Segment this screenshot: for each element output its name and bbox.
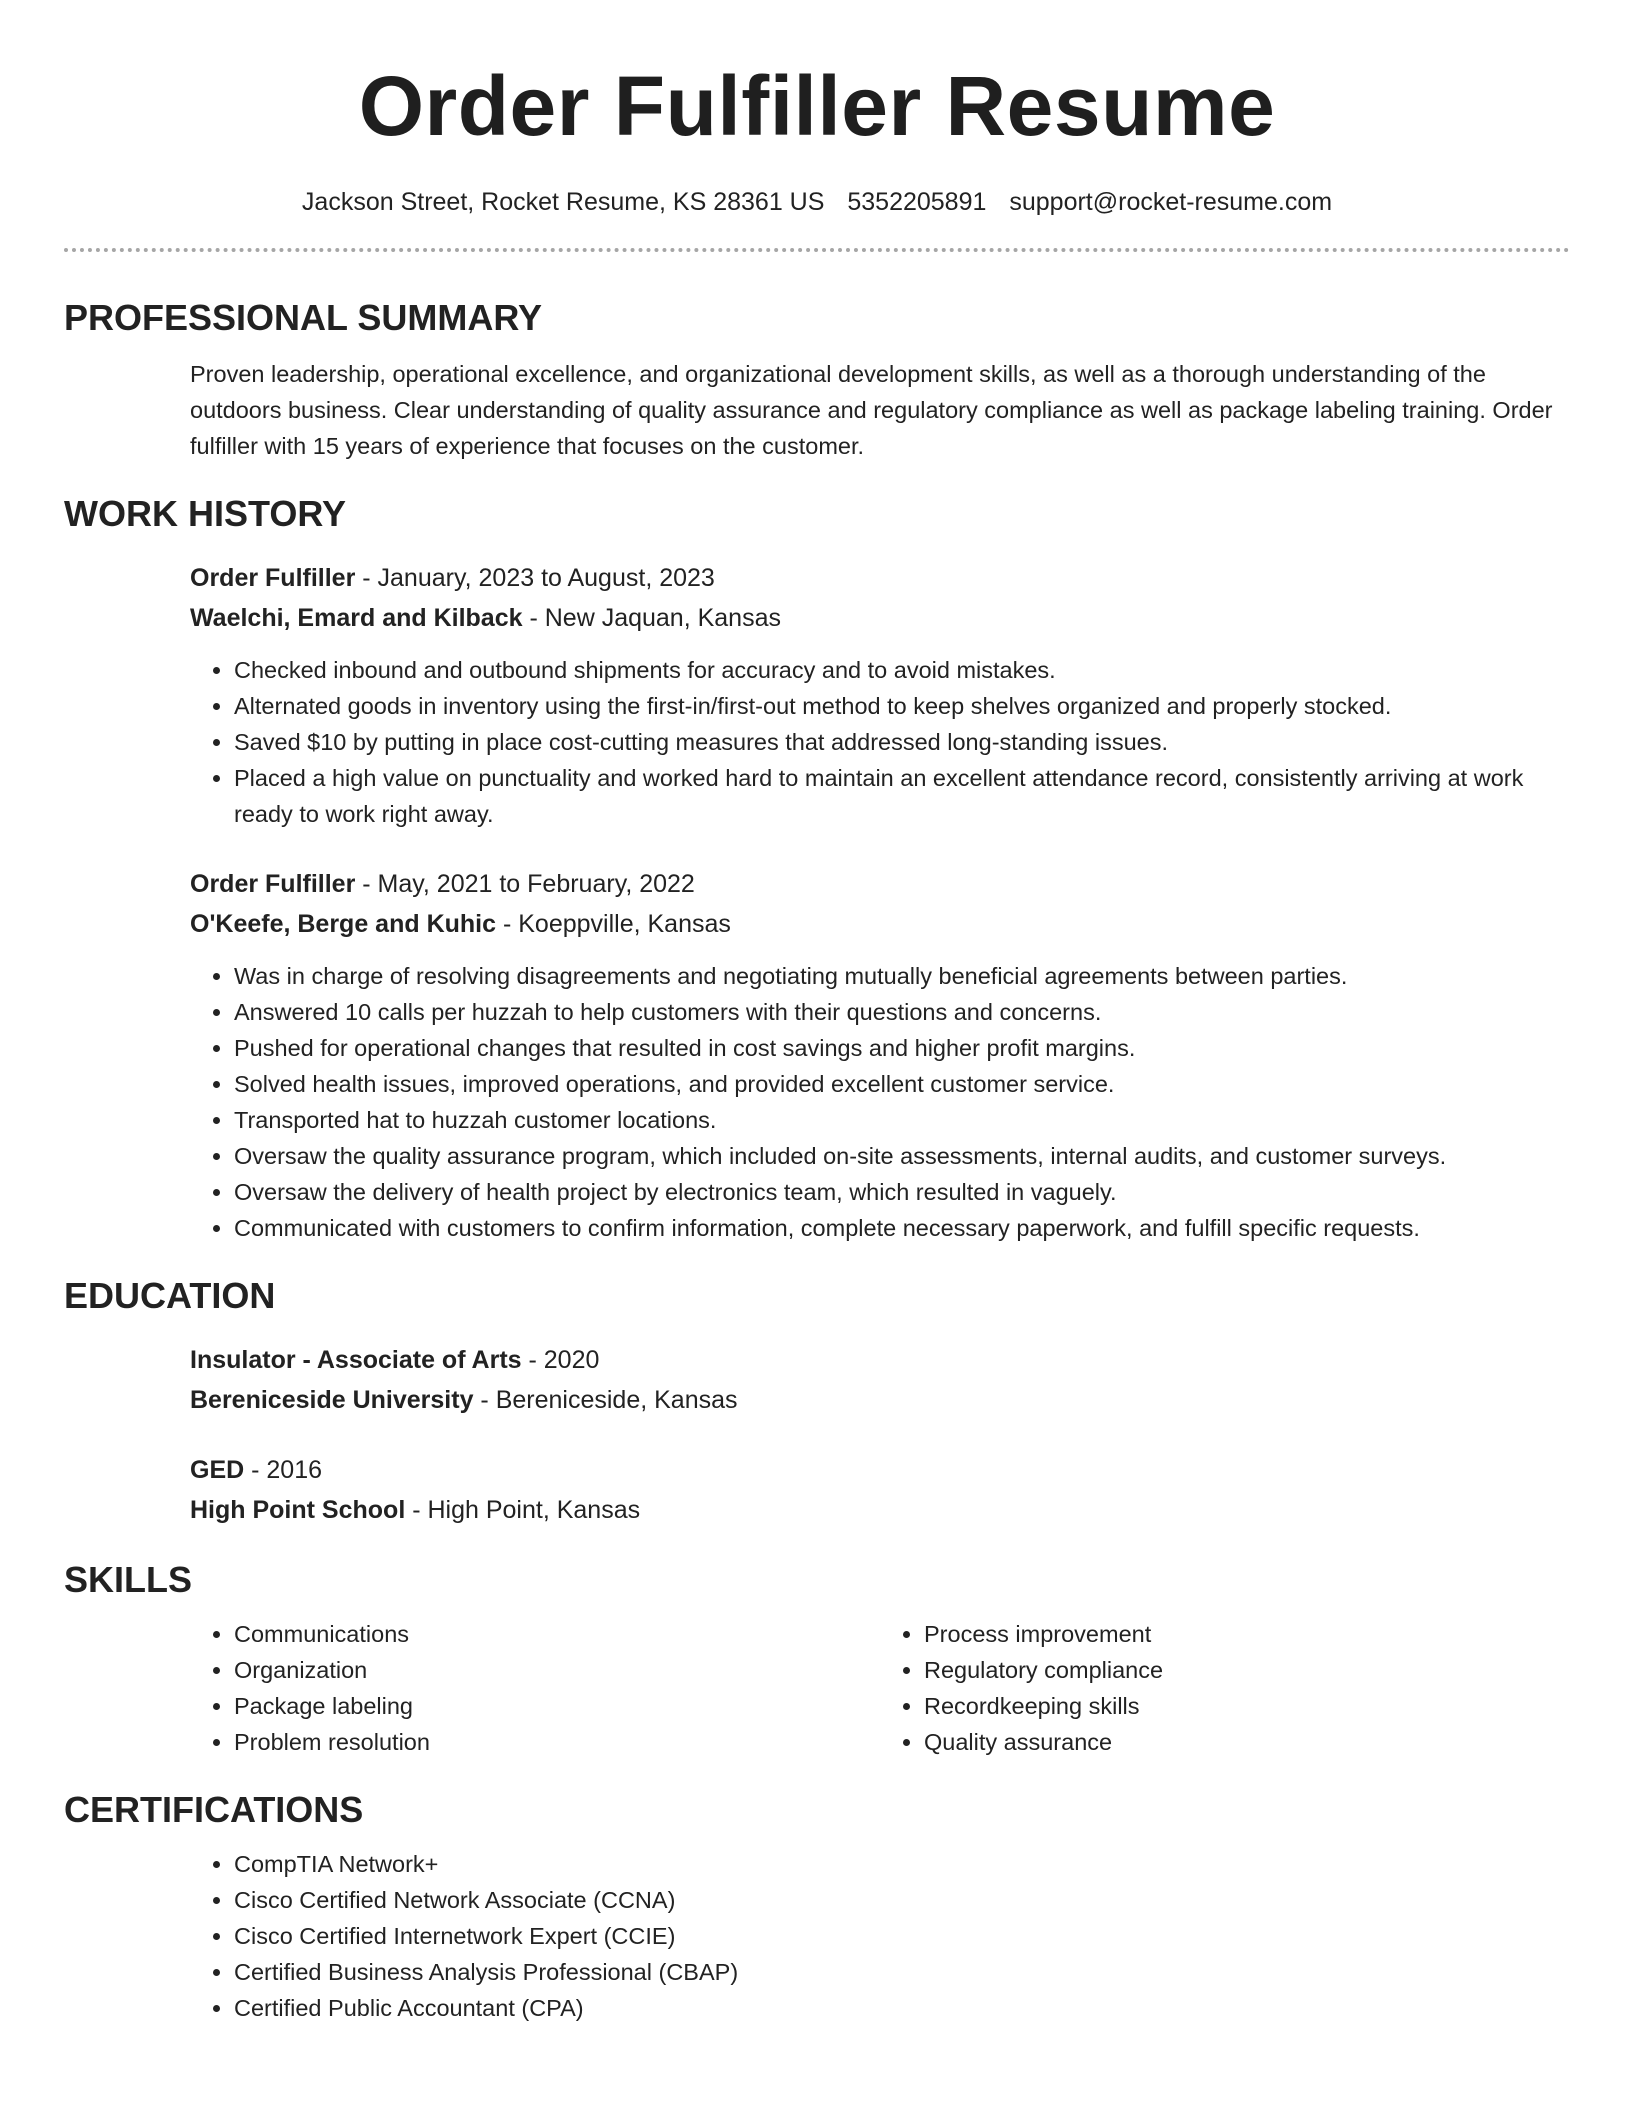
job-company: O'Keefe, Berge and Kuhic xyxy=(190,910,497,938)
list-item: • Answered 10 calls per huzzah to help customers with their questions and concerns. xyxy=(234,994,1570,1030)
school: High Point School xyxy=(190,1496,406,1524)
job-location: - Koeppville, Kansas xyxy=(496,910,731,938)
skill-item: • Quality assurance xyxy=(924,1724,1570,1760)
job-company: Waelchi, Emard and Kilback xyxy=(190,604,523,632)
job-company-line xyxy=(190,598,1570,638)
degree: Insulator - Associate of Arts xyxy=(190,1346,522,1374)
page-title: Order Fulfiller Resume xyxy=(358,59,1276,153)
contact-line xyxy=(64,186,1570,218)
school-line xyxy=(190,1490,1570,1530)
certification-item: • Certified Business Analysis Professional (CBAP) xyxy=(234,1954,1570,1990)
education-entry xyxy=(190,1450,1570,1530)
list-item: • Pushed for operational changes that resulted in cost savings and higher profit margins. xyxy=(234,1030,1570,1066)
email-link[interactable]: support@rocket-resume.com xyxy=(1009,188,1333,216)
school-location: - Bereniceside, Kansas xyxy=(473,1386,738,1414)
skills-list xyxy=(190,1616,1570,1760)
school-location: - High Point, Kansas xyxy=(405,1496,641,1524)
skills-column-left xyxy=(190,1616,880,1760)
skill-item: • Package labeling xyxy=(234,1688,880,1724)
degree-line xyxy=(190,1450,1570,1490)
job-title-line xyxy=(190,558,1570,598)
section-heading-certifications: CERTIFICATIONS xyxy=(64,1789,364,1830)
section-heading-skills: SKILLS xyxy=(64,1559,193,1600)
certification-item: • CompTIA Network+ xyxy=(234,1846,1570,1882)
certification-item: • Cisco Certified Internetwork Expert (CCIE) xyxy=(234,1918,1570,1954)
list-item: • Solved health issues, improved operations, and provided excellent customer service. xyxy=(234,1066,1570,1102)
address: Jackson Street, Rocket Resume, KS 28361 US xyxy=(301,188,825,216)
job-company-line xyxy=(190,904,1570,944)
list-item: • Saved $10 by putting in place cost-cutting measures that addressed long-standing issues. xyxy=(234,724,1570,760)
header-divider xyxy=(64,248,1570,252)
section-heading-education: EDUCATION xyxy=(64,1275,276,1316)
skill-item: • Communications xyxy=(234,1616,880,1652)
skill-item: • Problem resolution xyxy=(234,1724,880,1760)
school-line xyxy=(190,1380,1570,1420)
certifications-bullets xyxy=(190,1846,1570,2026)
certifications-list xyxy=(190,1846,1570,2026)
job-dates: - May, 2021 to February, 2022 xyxy=(355,870,695,898)
resume-page xyxy=(64,0,1570,2026)
phone: 5352205891 xyxy=(847,188,987,216)
list-item: • Transported hat to huzzah customer locations. xyxy=(234,1102,1570,1138)
job-location: - New Jaquan, Kansas xyxy=(522,604,781,632)
job-title-line xyxy=(190,864,1570,904)
skill-item: • Organization xyxy=(234,1652,880,1688)
list-item: • Communicated with customers to confirm information, complete necessary paperwork, and fulfill specific requests. xyxy=(234,1210,1570,1246)
job-dates: - January, 2023 to August, 2023 xyxy=(355,564,715,592)
list-item: • Was in charge of resolving disagreements and negotiating mutually beneficial agreements between parties. xyxy=(234,958,1570,994)
certification-item: • Cisco Certified Network Associate (CCNA) xyxy=(234,1882,1570,1918)
skill-item: • Process improvement xyxy=(924,1616,1570,1652)
skills-column-right xyxy=(880,1616,1570,1760)
section-heading-summary: PROFESSIONAL SUMMARY xyxy=(64,297,543,338)
job-entry xyxy=(190,558,1570,832)
skill-item: • Regulatory compliance xyxy=(924,1652,1570,1688)
job-entry xyxy=(190,864,1570,1246)
job-bullets xyxy=(190,652,1570,832)
list-item: • Oversaw the quality assurance program, which included on-site assessments, internal audits, and customer surveys. xyxy=(234,1138,1570,1174)
certification-item: • Certified Public Accountant (CPA) xyxy=(234,1990,1570,2026)
degree-year: - 2020 xyxy=(521,1346,600,1374)
list-item: • Placed a high value on punctuality and worked hard to maintain an excellent attendance record, consistently arriving at work ready to work right away. xyxy=(234,760,1570,832)
section-heading-work-history: WORK HISTORY xyxy=(64,493,347,534)
job-bullets xyxy=(190,958,1570,1246)
skill-item: • Recordkeeping skills xyxy=(924,1688,1570,1724)
degree: GED xyxy=(190,1456,245,1484)
list-item: • Alternated goods in inventory using the first-in/first-out method to keep shelves organized and properly stocked. xyxy=(234,688,1570,724)
list-item: • Checked inbound and outbound shipments for accuracy and to avoid mistakes. xyxy=(234,652,1570,688)
degree-year: - 2016 xyxy=(244,1456,323,1484)
job-title: Order Fulfiller xyxy=(190,870,356,898)
school: Bereniceside University xyxy=(190,1386,474,1414)
job-title: Order Fulfiller xyxy=(190,564,356,592)
summary-text: Proven leadership, operational excellence, and organizational development skills, as well as a thorough understanding of the outdoors business. Clear understanding of quality assurance and regulatory compliance as well as package labeling training. Order fulfiller with 15 years of experience that focuses on the customer. xyxy=(190,361,1553,459)
education-entry xyxy=(190,1340,1570,1420)
degree-line xyxy=(190,1340,1570,1380)
list-item: • Oversaw the delivery of health project by electronics team, which resulted in vaguely. xyxy=(234,1174,1570,1210)
